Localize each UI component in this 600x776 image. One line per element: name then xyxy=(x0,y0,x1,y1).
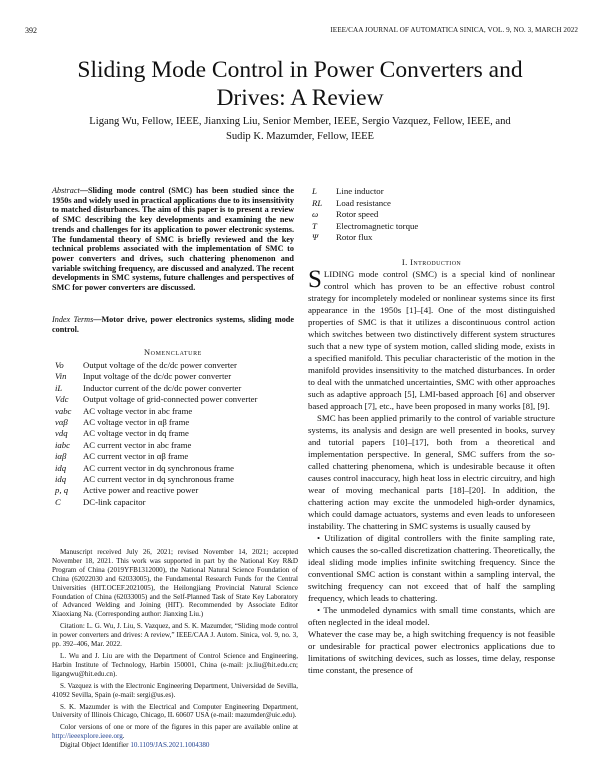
nom-description: Output voltage of grid-connected power converter xyxy=(83,394,258,405)
intro-paragraph-2: SMC has been applied primarily to the control of variable structure systems, its analysis and design are well presented in books, survey and tutorial papers [10]–[17], both from a theoretical and implementation perspective. In general, SMC suffers from the so-called chattering phenomena, which is undesirable because it often causes control inaccuracy, high heat loss in electric circuitry, and high wear of moving mechanical parts [18]–[20]. In addition, the chattering action may excite the unmodeled high-order dynamics, which could damage actuators, systems and even leads to unforeseen instability. The chattering in SMC systems is usually caused by xyxy=(308,413,555,531)
nom-symbol: C xyxy=(55,496,61,507)
nomenclature-item xyxy=(55,360,305,371)
nom-description: Load resistance xyxy=(336,197,391,208)
nom-description: AC current vector in abc frame xyxy=(83,439,192,450)
nom-description: Output voltage of the dc/dc power converter xyxy=(83,360,237,370)
nom-description: AC current vector in dq synchronous frame xyxy=(83,462,235,473)
nom-description: Rotor speed xyxy=(336,209,379,220)
nom-description: Active power and reactive power xyxy=(83,485,199,496)
index-terms-text: —Motor drive, power electronics systems, sliding mode control. xyxy=(52,315,294,334)
nom-symbol: Vdc xyxy=(55,394,69,405)
ieeexplore-link[interactable]: http://ieeexplore.ieee.org xyxy=(52,732,123,741)
nom-symbol: Ψ xyxy=(312,232,319,243)
nomenclature-item xyxy=(55,440,305,451)
index-terms-lead: Index Terms xyxy=(52,315,94,324)
authors-line-2: Sudip K. Mazumder, Fellow, IEEE xyxy=(225,130,375,142)
nomenclature-item xyxy=(55,383,305,394)
nomenclature-heading: Nomenclature xyxy=(144,348,202,357)
authors xyxy=(60,115,540,144)
footnotes xyxy=(52,548,298,750)
footnote-doi xyxy=(52,741,298,750)
nom-symbol: vdq xyxy=(55,428,68,439)
nomenclature-item xyxy=(312,221,512,233)
nomenclature-item xyxy=(55,497,305,508)
doi-link[interactable]: 10.1109/JAS.2021.1004380 xyxy=(130,741,210,750)
nom-symbol: vαβ xyxy=(55,416,68,427)
nomenclature-item xyxy=(312,209,512,221)
page-number: 392 xyxy=(25,26,37,35)
nom-description: AC voltage vector in dq frame xyxy=(83,428,189,439)
footnote-color-note xyxy=(52,723,298,741)
nomenclature-item xyxy=(55,474,305,485)
color-note-text: Color versions of one or more of the figures in this paper are available online at xyxy=(60,723,298,732)
abstract-lead: Abstract xyxy=(52,186,80,195)
nom-description: Line inductor xyxy=(336,186,384,196)
nom-symbol: p, q xyxy=(55,485,69,496)
journal-header: IEEE/CAA JOURNAL OF AUTOMATICA SINICA, VOL. 9, NO. 3, MARCH 2022 xyxy=(330,26,578,34)
footnote-affiliation-2: S. Vazquez is with the Electronic Engineering Department, Universidad de Sevilla, 41092 Sevilla, Spain (e-mail: sergi@us.es). xyxy=(52,681,298,699)
introduction-body xyxy=(308,268,555,676)
nomenclature-item xyxy=(55,371,305,382)
nom-symbol: RL xyxy=(312,197,323,208)
abstract xyxy=(52,186,294,293)
paper-title xyxy=(0,56,600,112)
nom-description: AC voltage vector in αβ frame xyxy=(83,416,190,427)
footnote-affiliation-3: S. K. Mazumder is with the Electrical and Computer Engineering Department, University of Illinois Chicago, Chicago, IL 60607 USA (e-mail: mazumder@uic.edu). xyxy=(52,702,298,720)
nom-description: Inductor current of the dc/dc power converter xyxy=(83,382,242,393)
nomenclature-list xyxy=(55,360,305,508)
nomenclature-item xyxy=(55,417,305,428)
footnote-received: Manuscript received July 26, 2021; revised November 14, 2021; accepted November 18, 2021. This work was supported in part by the National Key R&D Program of China (2019YFB1312000), the National Natural Science Foundation of China (62022030 and 62033005), the Fundamental Research Funds for the Central Universities (HIT.OCEF.2021005), the Heilongjiang Provincial Natural Science Foundation of China (62033005) and the Self-Planned Task of State Key Laboratory of Advanced Welding and Joining (HIT). Recommended by Associate Editor Xiaoxiang Na. (Corresponding author: Jianxing Liu.) xyxy=(52,548,298,619)
intro-paragraph-1 xyxy=(308,268,555,412)
drop-cap: S xyxy=(308,266,322,293)
nom-symbol: T xyxy=(312,220,317,231)
authors-line-1: Ligang Wu, Fellow, IEEE, Jianxing Liu, Senior Member, IEEE, Sergio Vazquez, Fellow, IEEE, and xyxy=(89,116,511,127)
color-note-end: . xyxy=(122,732,125,741)
title-line-1: Sliding Mode Control in Power Converters and xyxy=(77,57,523,83)
abstract-text: —Sliding mode control (SMC) has been studied since the 1950s and widely used in practical applications due to its insensitivity to matched disturbances. The aim of this paper is to present a review of SMC describing the key developments and examining the new trends and challenges for its application to power electronic systems. The fundamental theory of SMC is briefly reviewed and the key technical problems associated with the implementation of SMC to power converters and drives, such chattering phenomenon and variable switching frequency, are discussed and analyzed. The recent developments in SMC systems, future challenges and perspectives of SMC for power converters are discussed. xyxy=(52,186,294,293)
bullet-item: • Utilization of digital controllers with the finite sampling rate, which causes the so-called discretization chattering. Theoretically, the ideal sliding mode implies infinite switching frequency. Since the conventional SMC action is constant within a sampling interval, the switching frequency can not exceed that of half the sampling frequency, which leads to chattering. xyxy=(308,533,555,603)
nom-description: AC voltage vector in abc frame xyxy=(83,405,193,416)
intro-paragraph-3: Whatever the case may be, a high switching frequency is not feasible or undesirable for practical power electronics applications due to limitations of switching devices, such as losses, time delay, response time constant, the presence of xyxy=(308,629,555,675)
nom-symbol: ω xyxy=(312,209,319,220)
nomenclature-item xyxy=(55,485,305,496)
nom-description: Input voltage of the dc/dc power converter xyxy=(83,371,232,382)
nom-description: Rotor flux xyxy=(336,232,373,243)
nomenclature-item xyxy=(55,406,305,417)
footnote-affiliation-1: L. Wu and J. Liu are with the Department of Control Science and Engineering, Harbin Institute of Technology, Harbin 150001, China (e-mail: jx.liu@hit.edu.cn; ligangwu@hit.edu.cn). xyxy=(52,651,298,678)
nom-description: Electromagnetic torque xyxy=(336,220,419,231)
nomenclature-item xyxy=(55,451,305,462)
nom-symbol: L xyxy=(312,186,317,196)
nom-symbol: iL xyxy=(55,382,63,393)
footnote-citation: Citation: L. G. Wu, J. Liu, S. Vazquez, and S. K. Mazumder, “Sliding mode control in power converters and drives: A review,” IEEE/CAA J. Autom. Sinica, vol. 9, no. 3, pp. 392–406, Mar. 2022. xyxy=(52,622,298,649)
nom-description: DC-link capacitor xyxy=(83,496,146,507)
intro-paragraph-1-text: LIDING mode control (SMC) is a special kind of nonlinear control which has proven to be an effective robust control strategy for incompletely modeled or nonlinear systems since its first appearance in the 1950s [1]–[4]. One of the most distinguished properties of SMC is that it utilizes a discontinuous control action which switches between two distinctively different system structures such that a new type of system motion, called sliding mode, exists in a specified manifold. This peculiar characteristic of the motion in the manifold provides insensitivity to the matched disturbances. In order to deal with the unmatched uncertainties, SMC with other approaches such as adaptive approach [5], LMI-based approach [6] and observer based approach [7], etc., have been proposed in many works [8], [9]. xyxy=(308,269,555,411)
nom-symbol: Vo xyxy=(55,360,64,370)
nomenclature-item xyxy=(312,186,512,198)
nom-description: AC current vector in αβ frame xyxy=(83,451,189,462)
nom-symbol: iαβ xyxy=(55,451,67,462)
nom-description: AC current vector in dq synchronous frame xyxy=(83,473,235,484)
nomenclature-item xyxy=(55,428,305,439)
nomenclature-item xyxy=(55,394,305,405)
nom-symbol: vabc xyxy=(55,405,72,416)
nom-symbol: idq xyxy=(55,473,67,484)
nomenclature-item xyxy=(312,232,512,244)
nomenclature-list-continued xyxy=(312,186,512,244)
nom-symbol: idq xyxy=(55,462,67,473)
index-terms xyxy=(52,315,294,334)
title-line-2: Drives: A Review xyxy=(216,85,384,111)
nomenclature-item xyxy=(55,463,305,474)
bullet-item: • The unmodeled dynamics with small time constants, which are often neglected in the ideal model. xyxy=(308,605,555,627)
doi-label: Digital Object Identifier xyxy=(60,741,131,750)
nom-symbol: iabc xyxy=(55,439,70,450)
nomenclature-item xyxy=(312,198,512,210)
section-heading: I. Introduction xyxy=(401,257,462,267)
nom-symbol: Vin xyxy=(55,371,67,382)
